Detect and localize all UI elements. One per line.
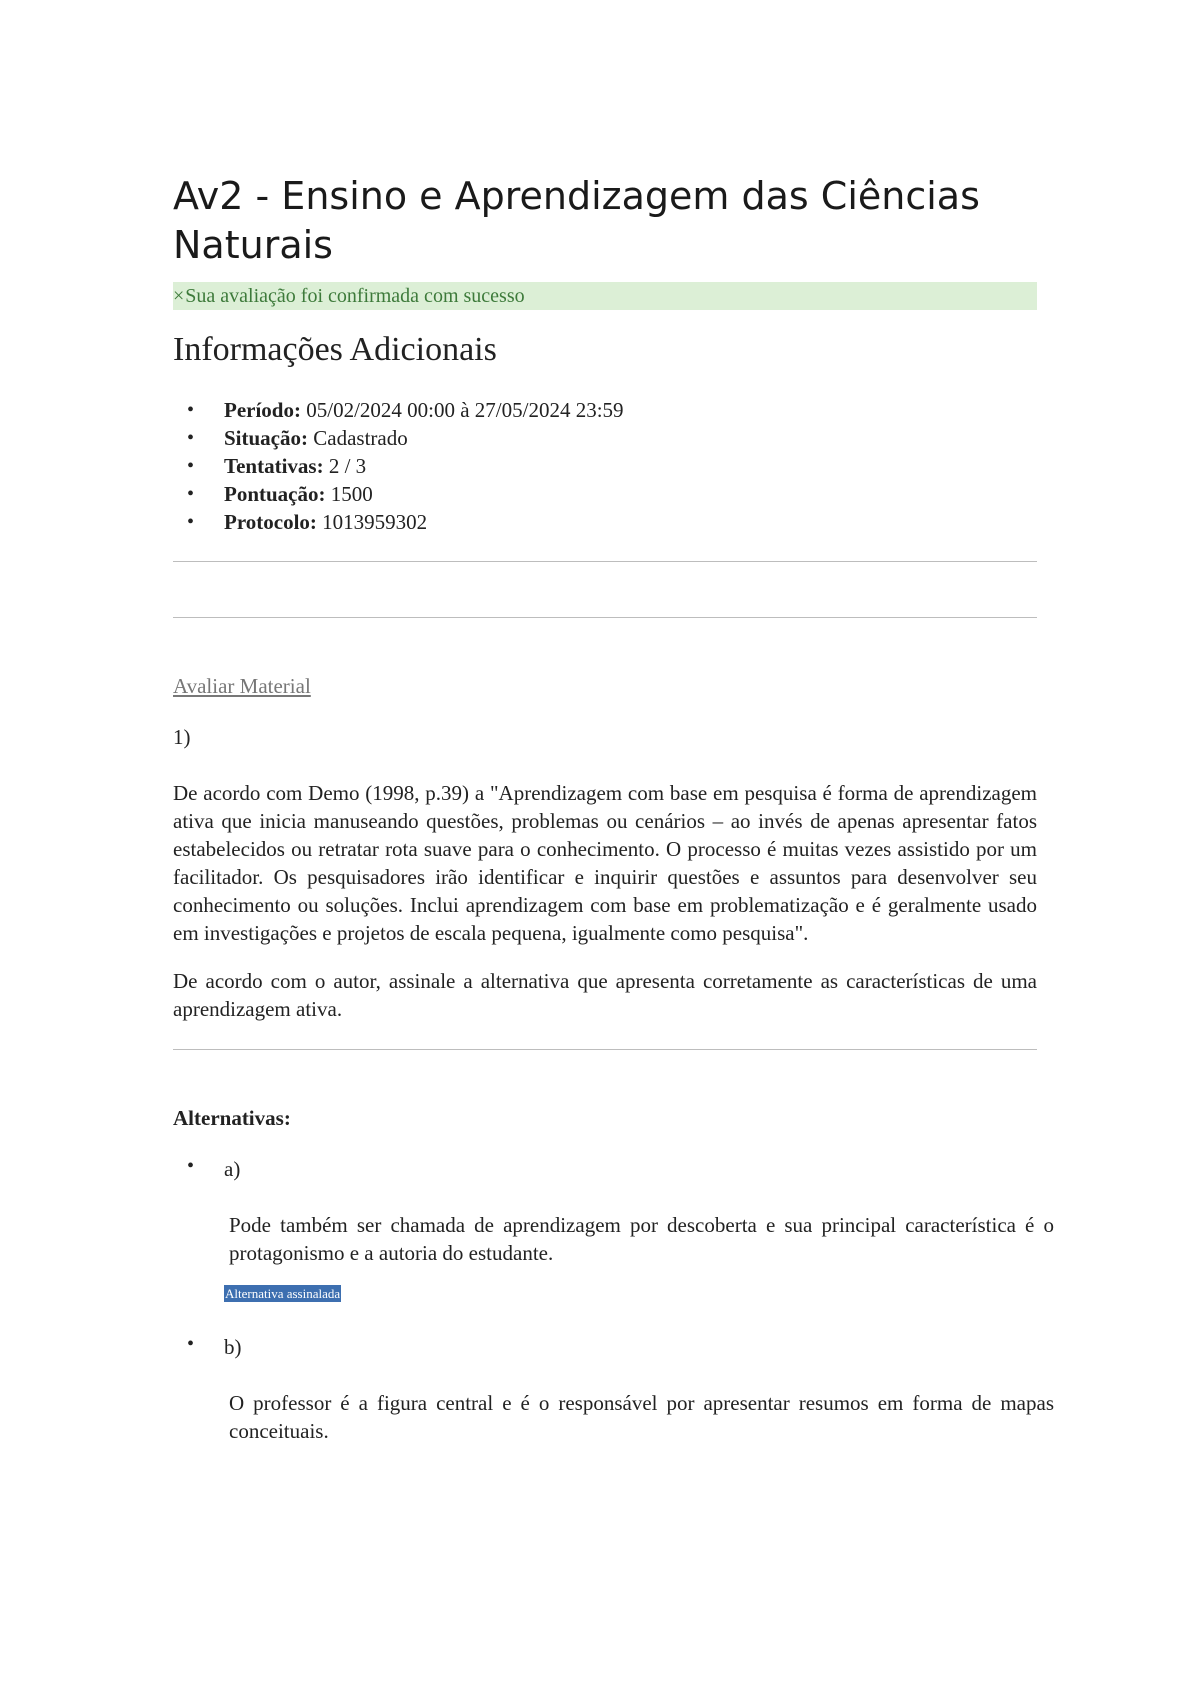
info-item-pontuacao (173, 480, 1037, 508)
alternative-text: O professor é a figura central e é o responsável por apresentar resumos em forma de mapas conceituais. (229, 1391, 1054, 1443)
info-label: Período: (224, 398, 301, 422)
bullet-icon: • (187, 1155, 195, 1177)
info-item-situacao (173, 424, 1037, 452)
question-instruction: De acordo com o autor, assinale a alternativa que apresenta corretamente as características de uma aprendizagem ativa. (173, 969, 1037, 1021)
info-label: Situação: (224, 426, 308, 450)
bullet-icon: • (187, 511, 195, 533)
selected-badge: Alternativa assinalada (225, 1286, 341, 1301)
page-title: Av2 - Ensino e Aprendizagem das Ciências Naturais (173, 174, 980, 267)
info-label: Pontuação: (224, 482, 326, 506)
bullet-icon: • (187, 455, 195, 477)
bullet-icon: • (187, 1333, 195, 1355)
info-item-periodo (173, 396, 1037, 424)
bullet-icon: • (187, 399, 195, 421)
close-icon[interactable]: × (173, 285, 185, 307)
info-value: 05/02/2024 00:00 à 27/05/2024 23:59 (306, 398, 624, 422)
info-list (173, 396, 1037, 536)
success-alert (173, 282, 1037, 310)
alternative-text: Pode também ser chamada de aprendizagem por descoberta e sua principal característica é o protagonismo e a autoria do estudante. (229, 1213, 1054, 1265)
info-item-tentativas (173, 452, 1037, 480)
question-text: De acordo com Demo (1998, p.39) a "Aprendizagem com base em pesquisa é forma de aprendizagem ativa que inicia manuseando questões, problemas ou cenários – ao invés de apenas apresentar fatos estabelecidos ou retratar rota suave para o conhecimento. O processo é muitas vezes assistido por um facilitador. Os pesquisadores irão identificar e inquirir questões e assuntos para desenvolver seu conhecimento ou soluções. Inclui aprendizagem com base em problematização e é geralmente usado em investigações e projetos de escala pequena, igualmente como pesquisa". (173, 781, 1037, 945)
info-value: 2 / 3 (328, 454, 367, 478)
alert-message: Sua avaliação foi confirmada com sucesso (185, 285, 525, 307)
info-value: Cadastrado (313, 426, 408, 450)
alternative-a[interactable] (173, 1155, 1054, 1303)
info-item-protocolo (173, 508, 1037, 536)
info-label: Protocolo: (224, 510, 317, 534)
rate-material-link[interactable]: Avaliar Material (173, 674, 311, 698)
info-heading: Informações Adicionais (173, 331, 497, 368)
divider (173, 617, 1037, 618)
document-page (173, 172, 1054, 1445)
alternatives-heading: Alternativas: (173, 1106, 291, 1130)
info-value: 1013959302 (322, 510, 428, 534)
bullet-icon: • (187, 427, 195, 449)
divider (173, 1049, 1037, 1050)
alternative-letter: b) (224, 1335, 242, 1359)
bullet-icon: • (187, 483, 195, 505)
alternative-b[interactable] (173, 1333, 1054, 1445)
alternatives-list (173, 1155, 1054, 1445)
divider (173, 561, 1037, 562)
alternative-letter: a) (224, 1157, 241, 1181)
question-number: 1) (173, 725, 191, 749)
info-value: 1500 (330, 482, 373, 506)
info-label: Tentativas: (224, 454, 324, 478)
